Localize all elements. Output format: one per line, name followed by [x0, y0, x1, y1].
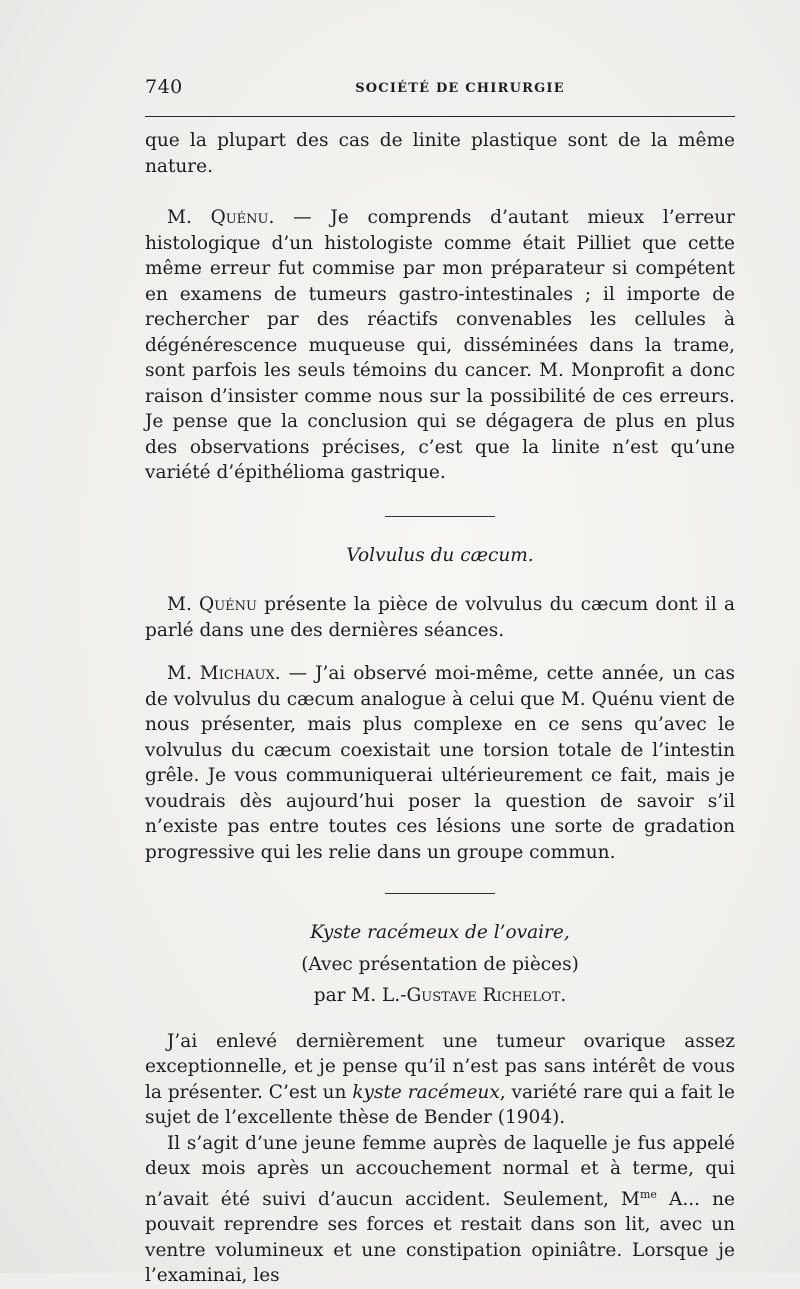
- section-subtitle: (Avec présentation de pièces): [301, 953, 579, 975]
- paragraph-kyste-intro: [145, 1029, 735, 1131]
- section-author: [145, 983, 735, 1009]
- paragraph-quenu-remark: [145, 205, 735, 486]
- section-title-volvulus: Volvulus du cæcum.: [346, 544, 534, 566]
- paragraph-michaux: [145, 661, 735, 865]
- paragraph-case-b: A... ne pouvait reprendre ses forces et restait dans son lit, avec un ventre volumineux et une constipation opiniâtre. Lorsque je l’examinai, les: [145, 1188, 735, 1287]
- speaker-quenu-2: M. Quénu: [167, 594, 257, 615]
- paragraph-kyste-intro-a: J’ai enlevé dernièrement une tumeur ovarique assez exceptionnelle, et je pense qu’il n’est pas sans intérêt de vous la présenter. C’est un: [145, 1030, 735, 1103]
- paragraph-linite-text: que la plupart des cas de linite plastique sont de la même nature.: [145, 130, 735, 177]
- speaker-quenu: M. Quénu.: [167, 207, 275, 228]
- paragraph-kyste-intro-em: kyste racémeux: [352, 1081, 500, 1103]
- author-prefix: par M.: [313, 985, 383, 1006]
- paragraph-quenu-presentation: [145, 592, 735, 643]
- paragraph-kyste-intro-b: , variété rare qui a fait le sujet de l’excellente thèse de Bender (1904).: [145, 1081, 735, 1128]
- header-rule: [145, 116, 735, 117]
- paragraph-quenu-text: — Je comprends d’autant mieux l’erreur histologique d’un histologiste comme était Pilliet que cette même erreur fut commise par mon préparateur si compétent en examens de tumeurs gastro-intestinales ; il importe de rechercher par des réactifs convenables les cellules à dégénérescence muqueuse qui, disséminées dans la trame, sont parfois les seuls témoins du cancer. M. Monprofit a donc raison d’insister comme nous sur la possibilité de ces erreurs. Je pense que la conclusion qui se dégagera de plus en plus des observations précises, c’est que la linite n’est qu’une variété d’épithélioma gastrique.: [145, 207, 735, 483]
- paragraph-michaux-text: — J’ai observé moi-même, cette année, un cas de volvulus du cæcum analogue à celui que M. Quénu vient de nous présenter, mais plus complexe en ce sens qu’avec le volvulus du cæcum coexistait une torsion totale de l’intestin grêle. Je vous communiquerai ultérieurement ce fait, mais je voudrais dès aujourd’hui poser la question de savoir s’il n’existe pas entre toutes ces lésions une sorte de gradation progressive qui les relie dans un groupe commun.: [145, 663, 736, 863]
- page-number: 740: [145, 76, 183, 98]
- paragraph-case-sup: me: [639, 1187, 657, 1201]
- page-header: [145, 74, 735, 104]
- body-text: [145, 128, 735, 1289]
- author-name: L.-Gustave Richelot.: [382, 985, 567, 1006]
- speaker-michaux: M. Michaux.: [167, 663, 281, 684]
- paragraph-linite: [145, 128, 735, 179]
- paragraph-case: [145, 1131, 735, 1289]
- paragraph-case-a: Il s’agit d’une jeune femme auprès de laquelle je fus appelé deux mois après un accouchement normal et à terme, qui n’avait été suivi d’aucun accident. Seulement, M: [145, 1132, 735, 1210]
- running-title: SOCIÉTÉ DE CHIRURGIE: [355, 81, 565, 96]
- section-title-kyste: Kyste racémeux de l’ovaire,: [310, 922, 570, 943]
- paragraph-quenu-presentation-text: présente la pièce de volvulus du cæcum dont il a parlé dans une des dernières séances.: [145, 594, 735, 641]
